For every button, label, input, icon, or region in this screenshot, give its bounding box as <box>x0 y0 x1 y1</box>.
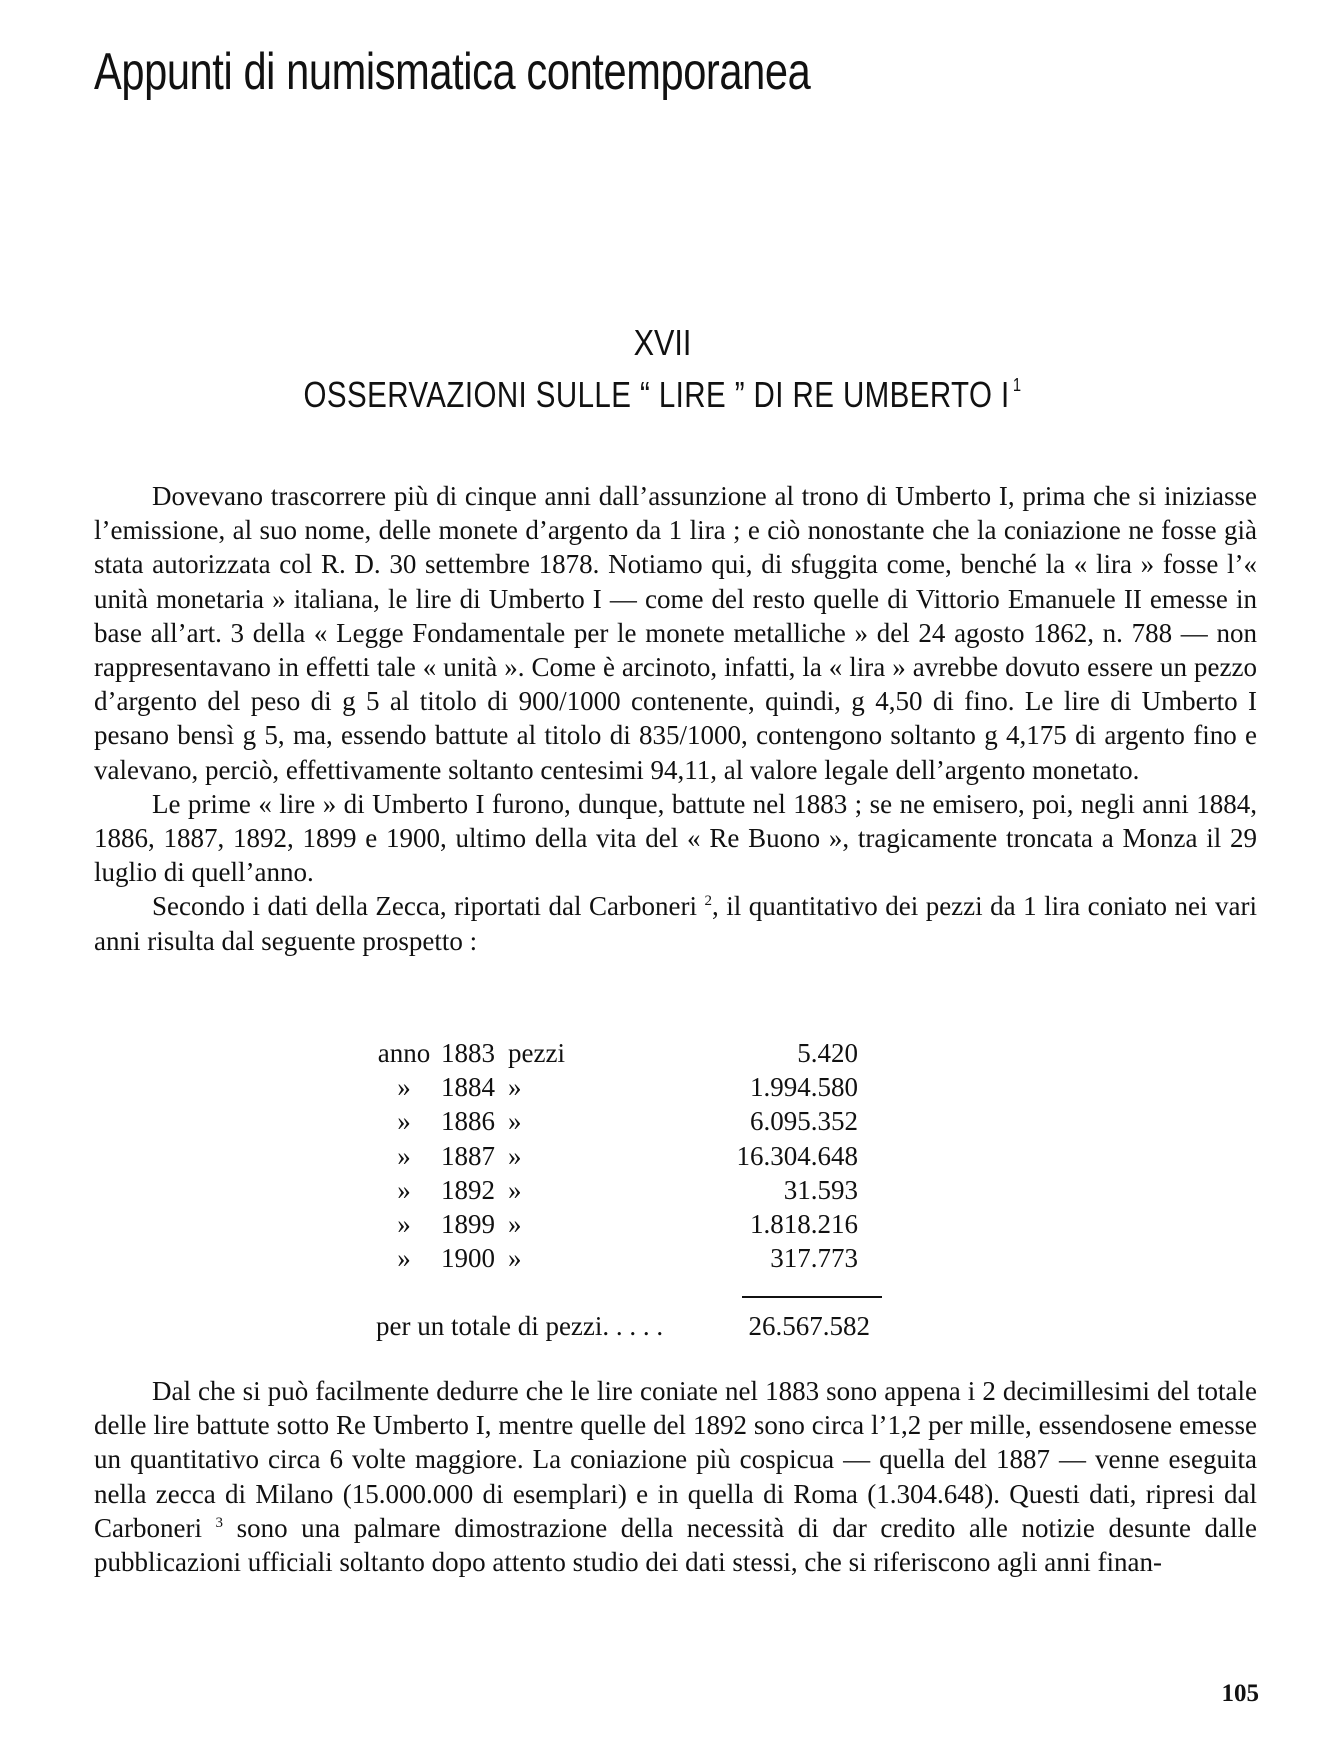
quantity-cell: 1.994.580 <box>750 1072 858 1103</box>
quantity-cell: 5.420 <box>797 1038 858 1068</box>
year-cell: 1900 <box>441 1243 495 1274</box>
table-row <box>372 1241 858 1275</box>
anno-cell: » <box>397 1243 411 1274</box>
footnote-ref-3: 3 <box>215 1514 224 1531</box>
paragraph <box>94 1374 1257 1579</box>
paragraph <box>94 479 1257 787</box>
pezzi-cell: pezzi <box>508 1038 565 1068</box>
mint-quantity-table <box>372 1036 858 1275</box>
paragraph-text: sono una palmare dimostrazione della necessità di dar credito alle notizie desunte dalle pubblicazioni ufficiali soltanto dopo attento studio dei dati stessi, che si riferiscono agli anni finan- <box>94 1512 1257 1578</box>
total-value: 26.567.582 <box>748 1311 870 1341</box>
year-cell: 1886 <box>441 1106 495 1137</box>
year-cell: 1884 <box>441 1072 495 1103</box>
paragraph <box>94 787 1257 890</box>
anno-cell: » <box>397 1106 411 1137</box>
pezzi-cell: » <box>508 1140 522 1171</box>
quantity-cell: 6.095.352 <box>750 1106 858 1137</box>
year-cell: 1883 <box>441 1038 495 1068</box>
paragraph-text: Dal che si può facilmente dedurre che le lire coniate nel 1883 sono appena i 2 decimillesimi del totale delle lire battute sotto Re Umberto I, mentre quelle del 1892 sono circa l’1,2 per mille, essendosene emesse un quantitativo circa 6 volte maggiore. La coniazione più cospicua — quella del 1887 — venne eseguita nella zecca di Milano (15.000.000 di esemplari) e in quella di Roma (1.304.648). Questi dati, ripresi dal Carboneri <box>94 1376 1257 1543</box>
paragraph-text: , il quantitativo dei pezzi da 1 lira coniato nei vari anni risulta dal seguente prospetto : <box>94 891 1258 956</box>
anno-cell: » <box>397 1072 411 1103</box>
body-text-top <box>94 479 1257 958</box>
pezzi-cell: » <box>508 1174 522 1205</box>
year-cell: 1892 <box>441 1174 495 1205</box>
running-title: Appunti di numismatica contemporanea <box>94 43 811 101</box>
quantity-cell: 16.304.648 <box>736 1140 858 1171</box>
footnote-ref-2: 2 <box>704 893 712 910</box>
quantity-cell: 31.593 <box>783 1174 858 1205</box>
total-label: per un totale di pezzi. . . . . <box>376 1311 664 1341</box>
table-row <box>372 1104 858 1138</box>
chapter-title <box>119 374 1206 416</box>
anno-cell: » <box>397 1209 411 1240</box>
total-rule <box>742 1296 882 1298</box>
table-row <box>372 1207 858 1241</box>
anno-cell: anno <box>377 1038 431 1068</box>
table-row <box>372 1070 858 1104</box>
anno-cell: » <box>397 1140 411 1171</box>
pezzi-cell: » <box>508 1209 522 1240</box>
chapter-number: XVII <box>633 322 692 363</box>
table-row <box>372 1173 858 1207</box>
year-cell: 1887 <box>441 1140 495 1171</box>
footnote-ref-1: 1 <box>1012 375 1022 395</box>
anno-cell: » <box>397 1174 411 1205</box>
pezzi-cell: » <box>508 1106 522 1137</box>
quantity-cell: 317.773 <box>770 1243 858 1274</box>
quantity-cell: 1.818.216 <box>750 1209 858 1240</box>
table-row <box>372 1139 858 1173</box>
paragraph <box>94 889 1257 957</box>
page-number: 105 <box>1221 1680 1259 1707</box>
chapter-title-text: OSSERVAZIONI SULLE “ LIRE ” DI RE UMBERTO I <box>303 374 1010 415</box>
paragraph-text: Secondo i dati della Zecca, riportati dal Carboneri <box>152 891 705 922</box>
pezzi-cell: » <box>508 1072 522 1103</box>
paragraph-text: Le prime « lire » di Umberto I furono, dunque, battute nel 1883 ; se ne emisero, poi, negli anni 1884, 1886, 1887, 1892, 1899 e 1900, ultimo della vita del « Re Buono », tragicamente troncata a Monza il 29 luglio di quell’anno. <box>94 788 1257 888</box>
paragraph-text: Dovevano trascorrere più di cinque anni dall’assunzione al trono di Umberto I, prima che si iniziasse l’emissione, al suo nome, delle monete d’argento da 1 lira ; e ciò nonostante che la coniazione ne fosse già stata autorizzata col R. D. 30 settembre 1878. Notiamo qui, di sfuggita come, benché la « lira » fosse l’« unità monetaria » italiana, le lire di Umberto I — come del resto quelle di Vittorio Emanuele II emesse in base all’art. 3 della « Legge Fondamentale per le monete metalliche » del 24 agosto 1862, n. 788 — non rappresentavano in effetti tale « unità ». Come è arcinoto, infatti, la « lira » avrebbe dovuto essere un pezzo d’argento del peso di g 5 al titolo di 900/1000 contenente, quindi, g 4,50 di fino. Le lire di Umberto I pesano bensì g 5, ma, essendo battute al titolo di 835/1000, contengono soltanto g 4,175 di argento fino e valevano, perciò, effettivamente soltanto centesimi 94,11, al valore legale dell’argento monetato. <box>94 481 1257 785</box>
body-text-bottom <box>94 1374 1257 1579</box>
year-cell: 1899 <box>441 1209 495 1240</box>
pezzi-cell: » <box>508 1243 522 1274</box>
table-row <box>372 1036 858 1070</box>
